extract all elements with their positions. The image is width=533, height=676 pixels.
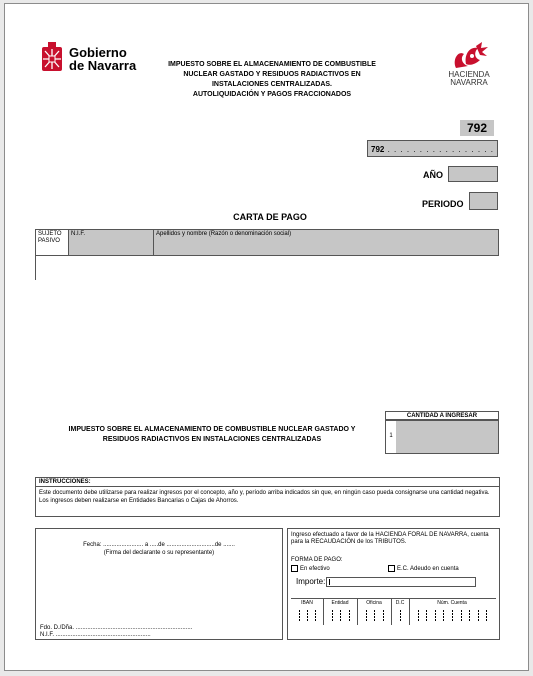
gobierno-navarra-logo-text: Gobierno de Navarra — [69, 45, 137, 73]
en-efectivo-label: En efectivo — [300, 566, 330, 573]
document-title: IMPUESTO SOBRE EL ALMACENAMIENTO DE COMBUSTIBLE NUCLEAR GASTADO Y RESIDUOS RADIACTIVOS EN INSTALACIONES CENTRALIZADAS. AUTOLIQUIDACIÓN Y PAGOS FRACCIONADOS — [168, 61, 376, 98]
digit-tick — [426, 610, 427, 622]
nombre-label: Apellidos y nombre (Razón o denominación social) — [156, 231, 292, 237]
digit-tick — [486, 610, 487, 622]
digit-tick — [340, 610, 341, 622]
fecha-firma-text — [36, 541, 282, 557]
nif-field[interactable] — [69, 230, 154, 255]
hacienda-navarra-logo-text: HACIENDA NAVARRA — [448, 70, 490, 87]
navarra-coat-of-arms-icon — [41, 42, 63, 72]
instrucciones-box — [35, 477, 500, 517]
digit-tick — [374, 610, 375, 622]
digit-tick — [418, 610, 419, 622]
forma-de-pago-label: FORMA DE PAGO: — [291, 557, 343, 563]
digit-tick — [469, 610, 470, 622]
en-efectivo-checkbox[interactable] — [291, 565, 298, 572]
nombre-field[interactable] — [154, 230, 498, 255]
carta-de-pago-heading: CARTA DE PAGO — [233, 212, 307, 222]
digit-tick — [443, 610, 444, 622]
sujeto-pasivo-row — [35, 229, 499, 256]
sujeto-pasivo-label: SUJETO PASIVO — [36, 230, 69, 255]
adeudo-checkbox[interactable] — [388, 565, 395, 572]
model-code-prefix: 792 — [371, 145, 385, 154]
periodo-input[interactable] — [469, 192, 498, 210]
ano-input[interactable] — [448, 166, 498, 182]
ingreso-box — [287, 528, 500, 640]
importe-section-title: IMPUESTO SOBRE EL ALMACENAMIENTO DE COMBUSTIBLE NUCLEAR GASTADO Y RESIDUOS RADIACTIVOS EN INSTALACIONES CENTRALIZADAS — [68, 426, 356, 443]
text-cursor — [329, 579, 330, 585]
adeudo-label: E.C. Adeudo en cuenta — [397, 566, 459, 573]
digit-tick — [332, 610, 333, 622]
digit-tick — [383, 610, 384, 622]
en-efectivo-option[interactable] — [291, 565, 330, 573]
digit-tick — [400, 610, 401, 622]
iban-header: IBAN — [301, 600, 313, 606]
firma-line: (Firma del declarante o su representante) — [103, 550, 215, 556]
oficina-header: Oficina — [366, 600, 382, 606]
cantidad-a-ingresar-box — [385, 420, 499, 454]
model-code-field[interactable]: 792 . . . . . . . . . . . . . . . . . — [367, 140, 498, 157]
model-code-box: 792 — [460, 120, 494, 136]
fdo-block — [40, 625, 192, 639]
fecha-line: Fecha: ........................ a .....de .............................de ....... — [83, 542, 235, 548]
digit-tick — [452, 610, 453, 622]
digit-tick — [307, 610, 308, 622]
periodo-label: PERIODO — [422, 199, 464, 209]
firma-box — [35, 528, 283, 640]
fdo-line: Fdo. D./Dña. ...................................................................... — [40, 625, 193, 631]
firma-nif-line: N.I.F. ......................................................... — [40, 632, 151, 638]
hacienda-navarra-logo-icon — [448, 42, 490, 70]
document-page — [4, 3, 529, 671]
digit-tick — [349, 610, 350, 622]
digit-tick — [478, 610, 479, 622]
instrucciones-text: Este documento debe utilizarse para realizar ingresos por el concepto, año y, período arriba indicados sin que, en ningún caso pueda consignarse una cantidad negativa. Los ingresos deben realizarse en Entidades Bancarias o Cajas de Ahorros. — [39, 490, 490, 504]
cantidad-row-number: 1 — [386, 421, 397, 453]
importe-input[interactable] — [326, 577, 476, 587]
num-cuenta-header: Núm. Cuenta — [437, 600, 467, 606]
nif-label: N.I.F. — [71, 231, 86, 237]
digit-tick — [435, 610, 436, 622]
cantidad-a-ingresar-input[interactable] — [396, 421, 498, 453]
entidad-header: Entidad — [331, 600, 349, 606]
ingreso-text: Ingreso efectuado a favor de la HACIENDA FORAL DE NAVARRA, cuenta para la RECAUDACIÓN de los TRIBUTOS. — [291, 532, 489, 545]
digit-tick — [366, 610, 367, 622]
instrucciones-heading: INSTRUCCIONES: — [36, 478, 499, 487]
iban-table[interactable] — [291, 598, 496, 625]
adeudo-option[interactable] — [388, 565, 459, 573]
digit-tick — [315, 610, 316, 622]
dc-header: D.C — [395, 600, 405, 606]
digit-tick — [461, 610, 462, 622]
ano-label: AÑO — [423, 170, 443, 180]
digit-tick — [299, 610, 300, 622]
cantidad-a-ingresar-label: CANTIDAD A INGRESAR — [385, 411, 499, 420]
divider — [35, 256, 36, 280]
importe-label: Importe: — [296, 577, 326, 586]
